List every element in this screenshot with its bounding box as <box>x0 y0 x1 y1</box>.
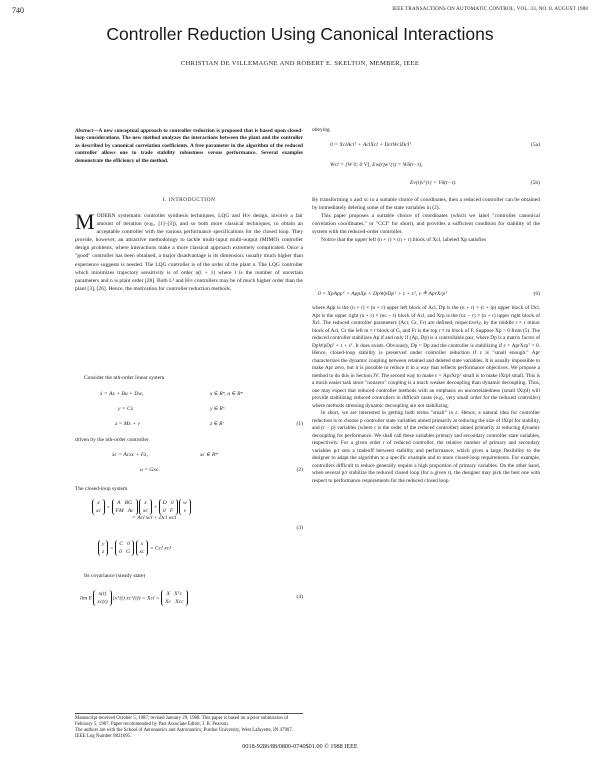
author-line: CHRISTIAN DE VILLEMAGNE AND ROBERT E. SKELTON, MEMBER, IEEE <box>180 60 420 67</box>
plant-equation-1: ẋ = Ax + Bu + Dw, x ∈ Rⁿ, u ∈ Rᵐ <box>100 391 243 397</box>
closed-loop-output: y z = C 0 0 G x xc = Ccl xcl <box>98 540 303 556</box>
abstract <box>75 128 303 165</box>
lyapunov-equation: 0 = XclAclᵀ + AclXcl + DclWclDclᵀ (5a) <box>330 142 540 148</box>
obeying-text: obeying <box>312 127 330 133</box>
closed-loop-intro-text: The closed-loop system <box>75 486 128 492</box>
plant-equation-2: y = Cx y ∈ Rᵏ <box>118 406 225 412</box>
plant-equation-3: z = Mx + v z ∈ Rˡ (1) <box>115 421 303 427</box>
reduced-lyapunov-equation: 0 = XpAppᵀ + AppXp + DpWpDpᵀ + ε + εᵀ, ε ≜ AprXrpᵀ (6) <box>318 291 540 297</box>
right-paragraph-1: By transforming x and xc to a suitable choice of coordinates, then a reduced controller can be obtained by immediately deleting some of the state variables in (2). This paper proposes a suitable choice of coordinates (which we label "controller canonical correlation coordinates," or "CCI" for short), and provides a sufficient condition for stability of the system with the reduced-order controller. Notice that the upper left (n + r) × (n + r) block of Xcl, labeled Xp satisfies <box>312 197 540 244</box>
footnote: Manuscript received October 5, 1987; revised January 29, 1988. This paper is based on a prior submission of February 5, 1987. Paper recommended by Past Associate Editor, J. B. Pearson. The authors are with the School of Aeronautics and Astronautics, Purdue University, West Lafayette, IN 47907. IEEE Log Number 8821095. <box>75 713 303 740</box>
copyright-footer: 0018-9286/88/0800-0740$01.00 © 1988 IEEE <box>242 743 358 750</box>
intro-paragraph <box>75 209 303 293</box>
page-number: 740 <box>12 6 24 15</box>
covariance-equation: lim E x(t) xc(t) (xᵀ(t) xcᵀ(t)) = Xcl = X Xᵀc Xc Xcc (4) <box>80 591 303 605</box>
abstract-lead: Abstract— <box>75 128 99 134</box>
controller-equation-1: ẋc = Acxc + Fz, xc ∈ Rⁿᶜ <box>112 452 219 458</box>
intro-text: ODERN systematic controller synthesis techniques, LQG and H∞ design, involve a fair amount of iteration (e.g., [1]–[3]), and so both more classical techniques, to obtain an acceptable controller with the various performance specifications for the closed loop. They provide, however, an attractive methodology to tackle multi-input multi-output (MIMO) controller design problems, where interactions make a more classical approach extremely complicated. Once a "good" controller has been obtained, a major disadvantage is its dimension: usually much higher than experience suggests is needed. The LQG controller is of the order of the plant n. The LQG controller which minimizes trajectory sensitivity is of order n(l + 1) where l is the number of uncertain parameters and n is plant order [28]. Both L² and H∞ controllers may be of much higher order than the plant [3], [26]. Hence, the motivation for controller reduction methods. <box>75 213 303 292</box>
journal-header: IEEE TRANSACTIONS ON AUTOMATIC CONTROL, VOL. 33, NO. 8, AUGUST 1988 <box>392 6 588 12</box>
controller-equation-2: u = Gxc. (2) <box>140 467 303 473</box>
closed-loop-equation: x xc = A BG FM Ac x xc + D 0 0 F w v = Acl xcl + Dcl wcl (3) <box>92 499 303 521</box>
controller-intro-text: driven by the nth-order controller <box>75 437 149 443</box>
plant-intro-text: Consider the nth-order linear system <box>84 375 165 381</box>
paper-title: Controller Reduction Using Canonical Interactions <box>106 24 494 44</box>
covariance-intro-text: Its covariance (steady state) <box>84 573 146 579</box>
drop-cap: M <box>75 209 95 234</box>
noise-covariance-equation-2: Ev(t)vᵀ(τ) = Vδ(t−τ). (5b) <box>410 180 540 186</box>
section-heading: I. INTRODUCTION <box>162 197 216 203</box>
abstract-text: A new conceptual approach to controller reduction is proposed that is based upon closed-loop considerations. The new method analyzes the interactions between the plant and the controller as described by canonical correlation coefficients. A free parameter in the algorithm of the reduced controller allows one to trade stability robustness versus performance. Several examples demonstrate the efficiency of the method. <box>75 128 303 164</box>
right-paragraph-2: where App is the (n + r) × (n + r) upper left block of Acl, Dp is the (n + r) × (r + lp) upper block of Dcl, Apr is the upper right (n + r) × (nc − r) block of Acl, and Xrp is the (nc − r) × (n + r) upper right block of Xcl. The reduced controller parameters (Acr, Gr, Fr) are defined, respectively, by the middle r × r minor block of Acl, Gr the left m × r block of G, and Fr is the top r × m block of F. Suppose Xp > 0 from (5). The reduced controller stabilizes Ap if and only if (Ap, Dp) is a controllable pair, where Dp is a matrix factor of DpWpDpᵀ + ε + εᵀ. It does exists. Obviously, Dp = Dp and the controller is stabilizing if ε = AprXrpᵀ = 0. Hence, closed-loop stability is preserved under controller reduction if ε is "small enough." Apr characterizes the dynamic coupling between retained and deleted state variables. It is usually impossible to make Apr zero, but it is possible to reduce it in a way that reflects performance objectives. We propose a method to do this in Section IV. The second way to make ε = AprXrpᵀ small is to make ‖Xrp‖ small. This is a much easier task since "nonzero" coupling is a much weaker decoupling than dynamic decoupling. Thus, one may expect that reduced controller methods with an emphasis on uncorrelatedness (small ‖Xrp‖) will provide stabilizing reduced controllers in difficult cases (e.g., very small order for the reduced controller) where methods stressing dynamic decoupling are not stabilizing. In short, we are interested in getting both terms "small" in ε. Hence, a natural idea for controller reduction is to choose p controller state variables aimed primarily at reducing the size of ‖Xrp‖ for stability, and (r − p) variables (where r is the order of the reduced controller) aimed primarily at reducing dynamic decoupling for performance. We shall call these variables primary and secondary controller state variables, respectively. For a given order r of reduced controller, the relative number of primary and secondary variables p/r sets a tradeoff between stability and performance, which gives a large flexibility to the designer to adapt the algorithm to a specific example and to more closed-loop requirements. For example, controllers difficult to reduce generally require a high proportion of primary variables. On the other hand, when several p/r stabilize the reduced closed loop (for a given r), the designer may pick the best one with respect to performance requirements for the reduced closed loop. <box>312 305 540 484</box>
noise-covariance-equation: Wcl = [W 0; 0 V], Ew(t)wᵀ(τ) = Wδ(t−τ), <box>330 162 423 168</box>
